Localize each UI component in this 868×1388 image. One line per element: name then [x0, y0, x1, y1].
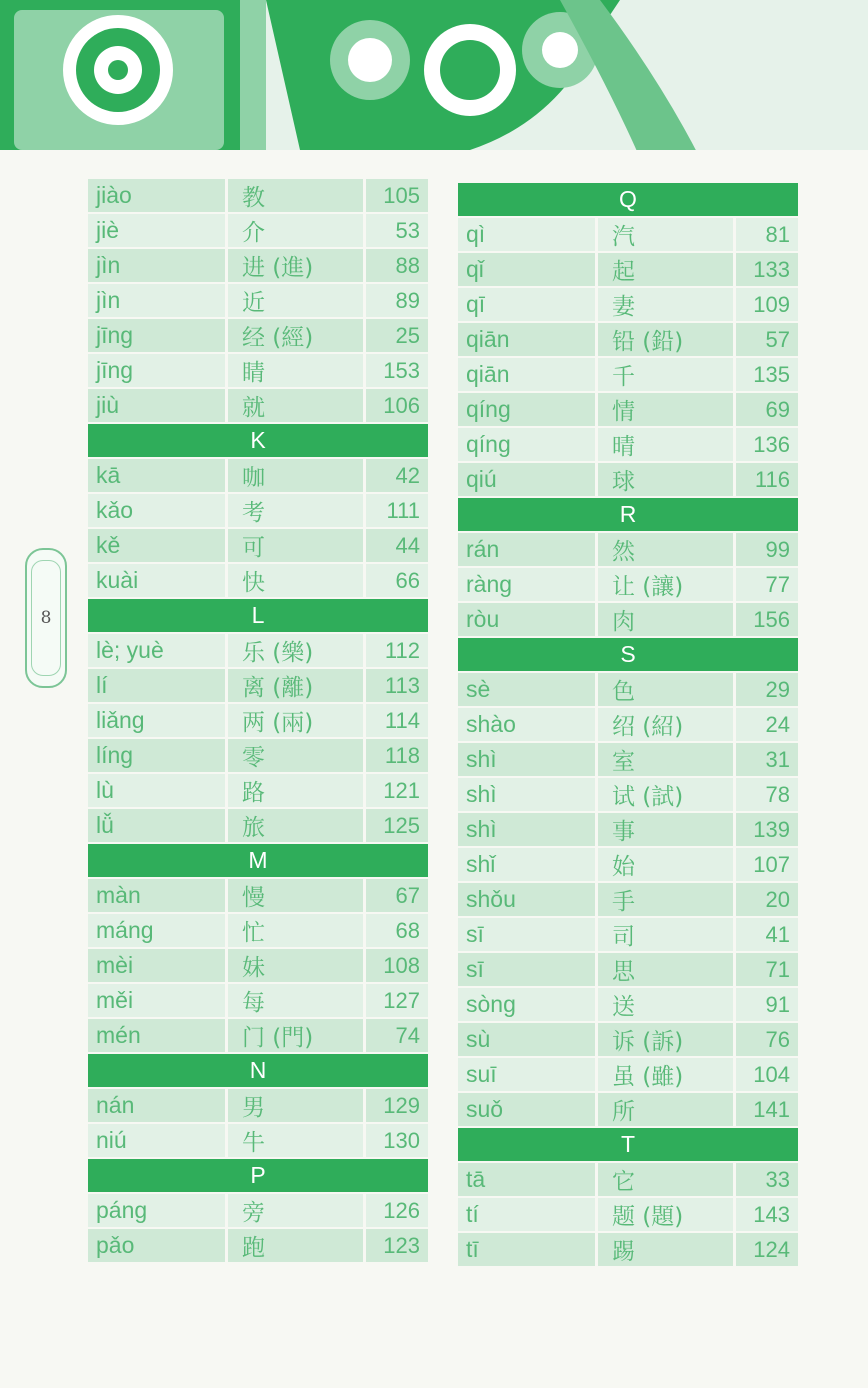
pinyin-cell: líng — [88, 739, 228, 772]
pinyin-cell: tā — [458, 1163, 598, 1196]
lesson-number-cell: 123 — [366, 1229, 428, 1262]
index-row — [458, 1198, 798, 1233]
pinyin-cell: kā — [88, 459, 228, 492]
lesson-number-cell: 78 — [736, 778, 798, 811]
hanzi-cell: 试 (試) — [598, 778, 736, 811]
index-row — [88, 529, 428, 564]
lesson-number-cell: 81 — [736, 218, 798, 251]
lesson-number-cell: 31 — [736, 743, 798, 776]
hanzi-cell: 诉 (訴) — [598, 1023, 736, 1056]
lesson-number-cell: 107 — [736, 848, 798, 881]
hanzi-cell: 教 — [228, 179, 366, 212]
section-header: T — [458, 1128, 798, 1163]
hanzi-cell: 牛 — [228, 1124, 366, 1157]
hanzi-cell: 忙 — [228, 914, 366, 947]
index-row — [458, 813, 798, 848]
lesson-number-cell: 113 — [366, 669, 428, 702]
pinyin-cell: páng — [88, 1194, 228, 1227]
index-row — [88, 284, 428, 319]
index-row — [88, 564, 428, 599]
index-row — [88, 879, 428, 914]
index-row — [458, 253, 798, 288]
pinyin-cell: ròu — [458, 603, 598, 636]
pinyin-cell: shǒu — [458, 883, 598, 916]
lesson-number-cell: 99 — [736, 533, 798, 566]
lesson-number-cell: 76 — [736, 1023, 798, 1056]
index-row — [88, 179, 428, 214]
hanzi-cell: 零 — [228, 739, 366, 772]
pinyin-cell: měi — [88, 984, 228, 1017]
hanzi-cell: 两 (兩) — [228, 704, 366, 737]
lesson-number-cell: 68 — [366, 914, 428, 947]
ornament-pattern — [0, 0, 868, 158]
pinyin-cell: qíng — [458, 393, 598, 426]
hanzi-cell: 色 — [598, 673, 736, 706]
lesson-number-cell: 129 — [366, 1089, 428, 1122]
hanzi-cell: 可 — [228, 529, 366, 562]
pinyin-cell: qì — [458, 218, 598, 251]
index-row — [88, 354, 428, 389]
hanzi-cell: 近 — [228, 284, 366, 317]
lesson-number-cell: 33 — [736, 1163, 798, 1196]
pinyin-cell: jīng — [88, 319, 228, 352]
index-row — [458, 743, 798, 778]
right-index-column — [458, 183, 798, 1268]
hanzi-cell: 睛 — [228, 354, 366, 387]
index-row — [88, 669, 428, 704]
hanzi-cell: 手 — [598, 883, 736, 916]
index-row — [88, 809, 428, 844]
section-header: S — [458, 638, 798, 673]
index-row — [88, 319, 428, 354]
pinyin-cell: sè — [458, 673, 598, 706]
lesson-number-cell: 104 — [736, 1058, 798, 1091]
lesson-number-cell: 106 — [366, 389, 428, 422]
index-row — [88, 1019, 428, 1054]
section-header: K — [88, 424, 428, 459]
pinyin-cell: jiè — [88, 214, 228, 247]
lesson-number-cell: 135 — [736, 358, 798, 391]
pinyin-cell: shì — [458, 743, 598, 776]
lesson-number-cell: 121 — [366, 774, 428, 807]
hanzi-cell: 起 — [598, 253, 736, 286]
index-row — [458, 393, 798, 428]
lesson-number-cell: 71 — [736, 953, 798, 986]
hanzi-cell: 所 — [598, 1093, 736, 1126]
hanzi-cell: 肉 — [598, 603, 736, 636]
lesson-number-cell: 25 — [366, 319, 428, 352]
lesson-number-cell: 125 — [366, 809, 428, 842]
pinyin-cell: qī — [458, 288, 598, 321]
hanzi-cell: 它 — [598, 1163, 736, 1196]
index-row — [458, 988, 798, 1023]
hanzi-cell: 旅 — [228, 809, 366, 842]
index-row — [88, 739, 428, 774]
pinyin-cell: lù — [88, 774, 228, 807]
lesson-number-cell: 105 — [366, 179, 428, 212]
pinyin-cell: jiào — [88, 179, 228, 212]
hanzi-cell: 铅 (鉛) — [598, 323, 736, 356]
index-row — [88, 914, 428, 949]
section-header: P — [88, 1159, 428, 1194]
index-row — [88, 704, 428, 739]
lesson-number-cell: 89 — [366, 284, 428, 317]
index-row — [88, 774, 428, 809]
lesson-number-cell: 111 — [366, 494, 428, 527]
pinyin-cell: rán — [458, 533, 598, 566]
pinyin-cell: qǐ — [458, 253, 598, 286]
lesson-number-cell: 20 — [736, 883, 798, 916]
pinyin-cell: pǎo — [88, 1229, 228, 1262]
hanzi-cell: 考 — [228, 494, 366, 527]
index-row — [458, 1023, 798, 1058]
lesson-number-cell: 118 — [366, 739, 428, 772]
index-row — [88, 1089, 428, 1124]
hanzi-cell: 旁 — [228, 1194, 366, 1227]
lesson-number-cell: 126 — [366, 1194, 428, 1227]
section-header: Q — [458, 183, 798, 218]
hanzi-cell: 路 — [228, 774, 366, 807]
pinyin-cell: sù — [458, 1023, 598, 1056]
pinyin-cell: máng — [88, 914, 228, 947]
pinyin-cell: lǚ — [88, 809, 228, 842]
lesson-number-cell: 29 — [736, 673, 798, 706]
lesson-number-cell: 112 — [366, 634, 428, 667]
lesson-number-cell: 108 — [366, 949, 428, 982]
lesson-number-cell: 42 — [366, 459, 428, 492]
index-row — [458, 1093, 798, 1128]
hanzi-cell: 快 — [228, 564, 366, 597]
index-row — [88, 1194, 428, 1229]
pinyin-cell: shì — [458, 778, 598, 811]
page-number: 8 — [40, 608, 52, 628]
lesson-number-cell: 153 — [366, 354, 428, 387]
index-row — [458, 673, 798, 708]
index-row — [458, 568, 798, 603]
pinyin-cell: ràng — [458, 568, 598, 601]
hanzi-cell: 每 — [228, 984, 366, 1017]
lesson-number-cell: 24 — [736, 708, 798, 741]
index-row — [88, 214, 428, 249]
pinyin-cell: suī — [458, 1058, 598, 1091]
pinyin-cell: qiú — [458, 463, 598, 496]
index-row — [458, 358, 798, 393]
lesson-number-cell: 114 — [366, 704, 428, 737]
hanzi-cell: 让 (讓) — [598, 568, 736, 601]
hanzi-cell: 室 — [598, 743, 736, 776]
pinyin-cell: lè; yuè — [88, 634, 228, 667]
pinyin-cell: jīng — [88, 354, 228, 387]
ornamental-header — [0, 0, 868, 158]
lesson-number-cell: 139 — [736, 813, 798, 846]
hanzi-cell: 妻 — [598, 288, 736, 321]
lesson-number-cell: 156 — [736, 603, 798, 636]
pinyin-cell: kǎo — [88, 494, 228, 527]
index-row — [88, 1229, 428, 1264]
pinyin-cell: shào — [458, 708, 598, 741]
pinyin-cell: qiān — [458, 323, 598, 356]
pinyin-cell: jiù — [88, 389, 228, 422]
lesson-number-cell: 77 — [736, 568, 798, 601]
lesson-number-cell: 127 — [366, 984, 428, 1017]
index-row — [458, 883, 798, 918]
hanzi-cell: 题 (題) — [598, 1198, 736, 1231]
pinyin-cell: mén — [88, 1019, 228, 1052]
hanzi-cell: 司 — [598, 918, 736, 951]
pinyin-cell: kě — [88, 529, 228, 562]
index-row — [88, 389, 428, 424]
hanzi-cell: 就 — [228, 389, 366, 422]
pinyin-cell: mèi — [88, 949, 228, 982]
lesson-number-cell: 116 — [736, 463, 798, 496]
lesson-number-cell: 66 — [366, 564, 428, 597]
section-header: L — [88, 599, 428, 634]
hanzi-cell: 踢 — [598, 1233, 736, 1266]
index-row — [458, 1058, 798, 1093]
pinyin-cell: suǒ — [458, 1093, 598, 1126]
index-row — [458, 288, 798, 323]
hanzi-cell: 慢 — [228, 879, 366, 912]
index-row — [458, 463, 798, 498]
pinyin-cell: màn — [88, 879, 228, 912]
index-row — [458, 533, 798, 568]
hanzi-cell: 千 — [598, 358, 736, 391]
pinyin-cell: jìn — [88, 249, 228, 282]
hanzi-cell: 送 — [598, 988, 736, 1021]
left-index-column — [88, 179, 428, 1264]
pinyin-cell: nán — [88, 1089, 228, 1122]
hanzi-cell: 汽 — [598, 218, 736, 251]
hanzi-cell: 思 — [598, 953, 736, 986]
index-row — [458, 1163, 798, 1198]
hanzi-cell: 绍 (紹) — [598, 708, 736, 741]
lesson-number-cell: 91 — [736, 988, 798, 1021]
index-row — [88, 634, 428, 669]
hanzi-cell: 离 (離) — [228, 669, 366, 702]
hanzi-cell: 进 (進) — [228, 249, 366, 282]
lesson-number-cell: 130 — [366, 1124, 428, 1157]
index-row — [458, 953, 798, 988]
lesson-number-cell: 109 — [736, 288, 798, 321]
index-row — [458, 918, 798, 953]
index-row — [458, 1233, 798, 1268]
index-row — [88, 1124, 428, 1159]
hanzi-cell: 事 — [598, 813, 736, 846]
hanzi-cell: 虽 (雖) — [598, 1058, 736, 1091]
lesson-number-cell: 143 — [736, 1198, 798, 1231]
section-header: R — [458, 498, 798, 533]
pinyin-cell: niú — [88, 1124, 228, 1157]
pinyin-cell: qíng — [458, 428, 598, 461]
lesson-number-cell: 133 — [736, 253, 798, 286]
lesson-number-cell: 74 — [366, 1019, 428, 1052]
index-row — [88, 949, 428, 984]
lesson-number-cell: 57 — [736, 323, 798, 356]
lesson-number-cell: 136 — [736, 428, 798, 461]
index-row — [88, 459, 428, 494]
page-number-badge — [25, 548, 67, 688]
hanzi-cell: 晴 — [598, 428, 736, 461]
pinyin-cell: tī — [458, 1233, 598, 1266]
hanzi-cell: 经 (經) — [228, 319, 366, 352]
pinyin-cell: sòng — [458, 988, 598, 1021]
pinyin-cell: sī — [458, 953, 598, 986]
section-header: N — [88, 1054, 428, 1089]
lesson-number-cell: 69 — [736, 393, 798, 426]
index-row — [88, 249, 428, 284]
pinyin-cell: kuài — [88, 564, 228, 597]
hanzi-cell: 然 — [598, 533, 736, 566]
index-row — [458, 323, 798, 358]
pinyin-cell: sī — [458, 918, 598, 951]
hanzi-cell: 始 — [598, 848, 736, 881]
lesson-number-cell: 67 — [366, 879, 428, 912]
hanzi-cell: 乐 (樂) — [228, 634, 366, 667]
hanzi-cell: 男 — [228, 1089, 366, 1122]
lesson-number-cell: 141 — [736, 1093, 798, 1126]
hanzi-cell: 跑 — [228, 1229, 366, 1262]
hanzi-cell: 介 — [228, 214, 366, 247]
pinyin-cell: qiān — [458, 358, 598, 391]
pinyin-cell: tí — [458, 1198, 598, 1231]
index-row — [458, 603, 798, 638]
index-row — [458, 218, 798, 253]
lesson-number-cell: 124 — [736, 1233, 798, 1266]
hanzi-cell: 咖 — [228, 459, 366, 492]
hanzi-cell: 妹 — [228, 949, 366, 982]
lesson-number-cell: 44 — [366, 529, 428, 562]
hanzi-cell: 球 — [598, 463, 736, 496]
index-row — [458, 848, 798, 883]
pinyin-cell: shì — [458, 813, 598, 846]
pinyin-cell: lí — [88, 669, 228, 702]
lesson-number-cell: 41 — [736, 918, 798, 951]
pinyin-cell: liǎng — [88, 704, 228, 737]
index-row — [458, 778, 798, 813]
index-row — [458, 708, 798, 743]
lesson-number-cell: 53 — [366, 214, 428, 247]
index-row — [88, 494, 428, 529]
index-row — [458, 428, 798, 463]
hanzi-cell: 情 — [598, 393, 736, 426]
index-row — [88, 984, 428, 1019]
pinyin-cell: shǐ — [458, 848, 598, 881]
section-header: M — [88, 844, 428, 879]
hanzi-cell: 门 (門) — [228, 1019, 366, 1052]
lesson-number-cell: 88 — [366, 249, 428, 282]
pinyin-cell: jìn — [88, 284, 228, 317]
